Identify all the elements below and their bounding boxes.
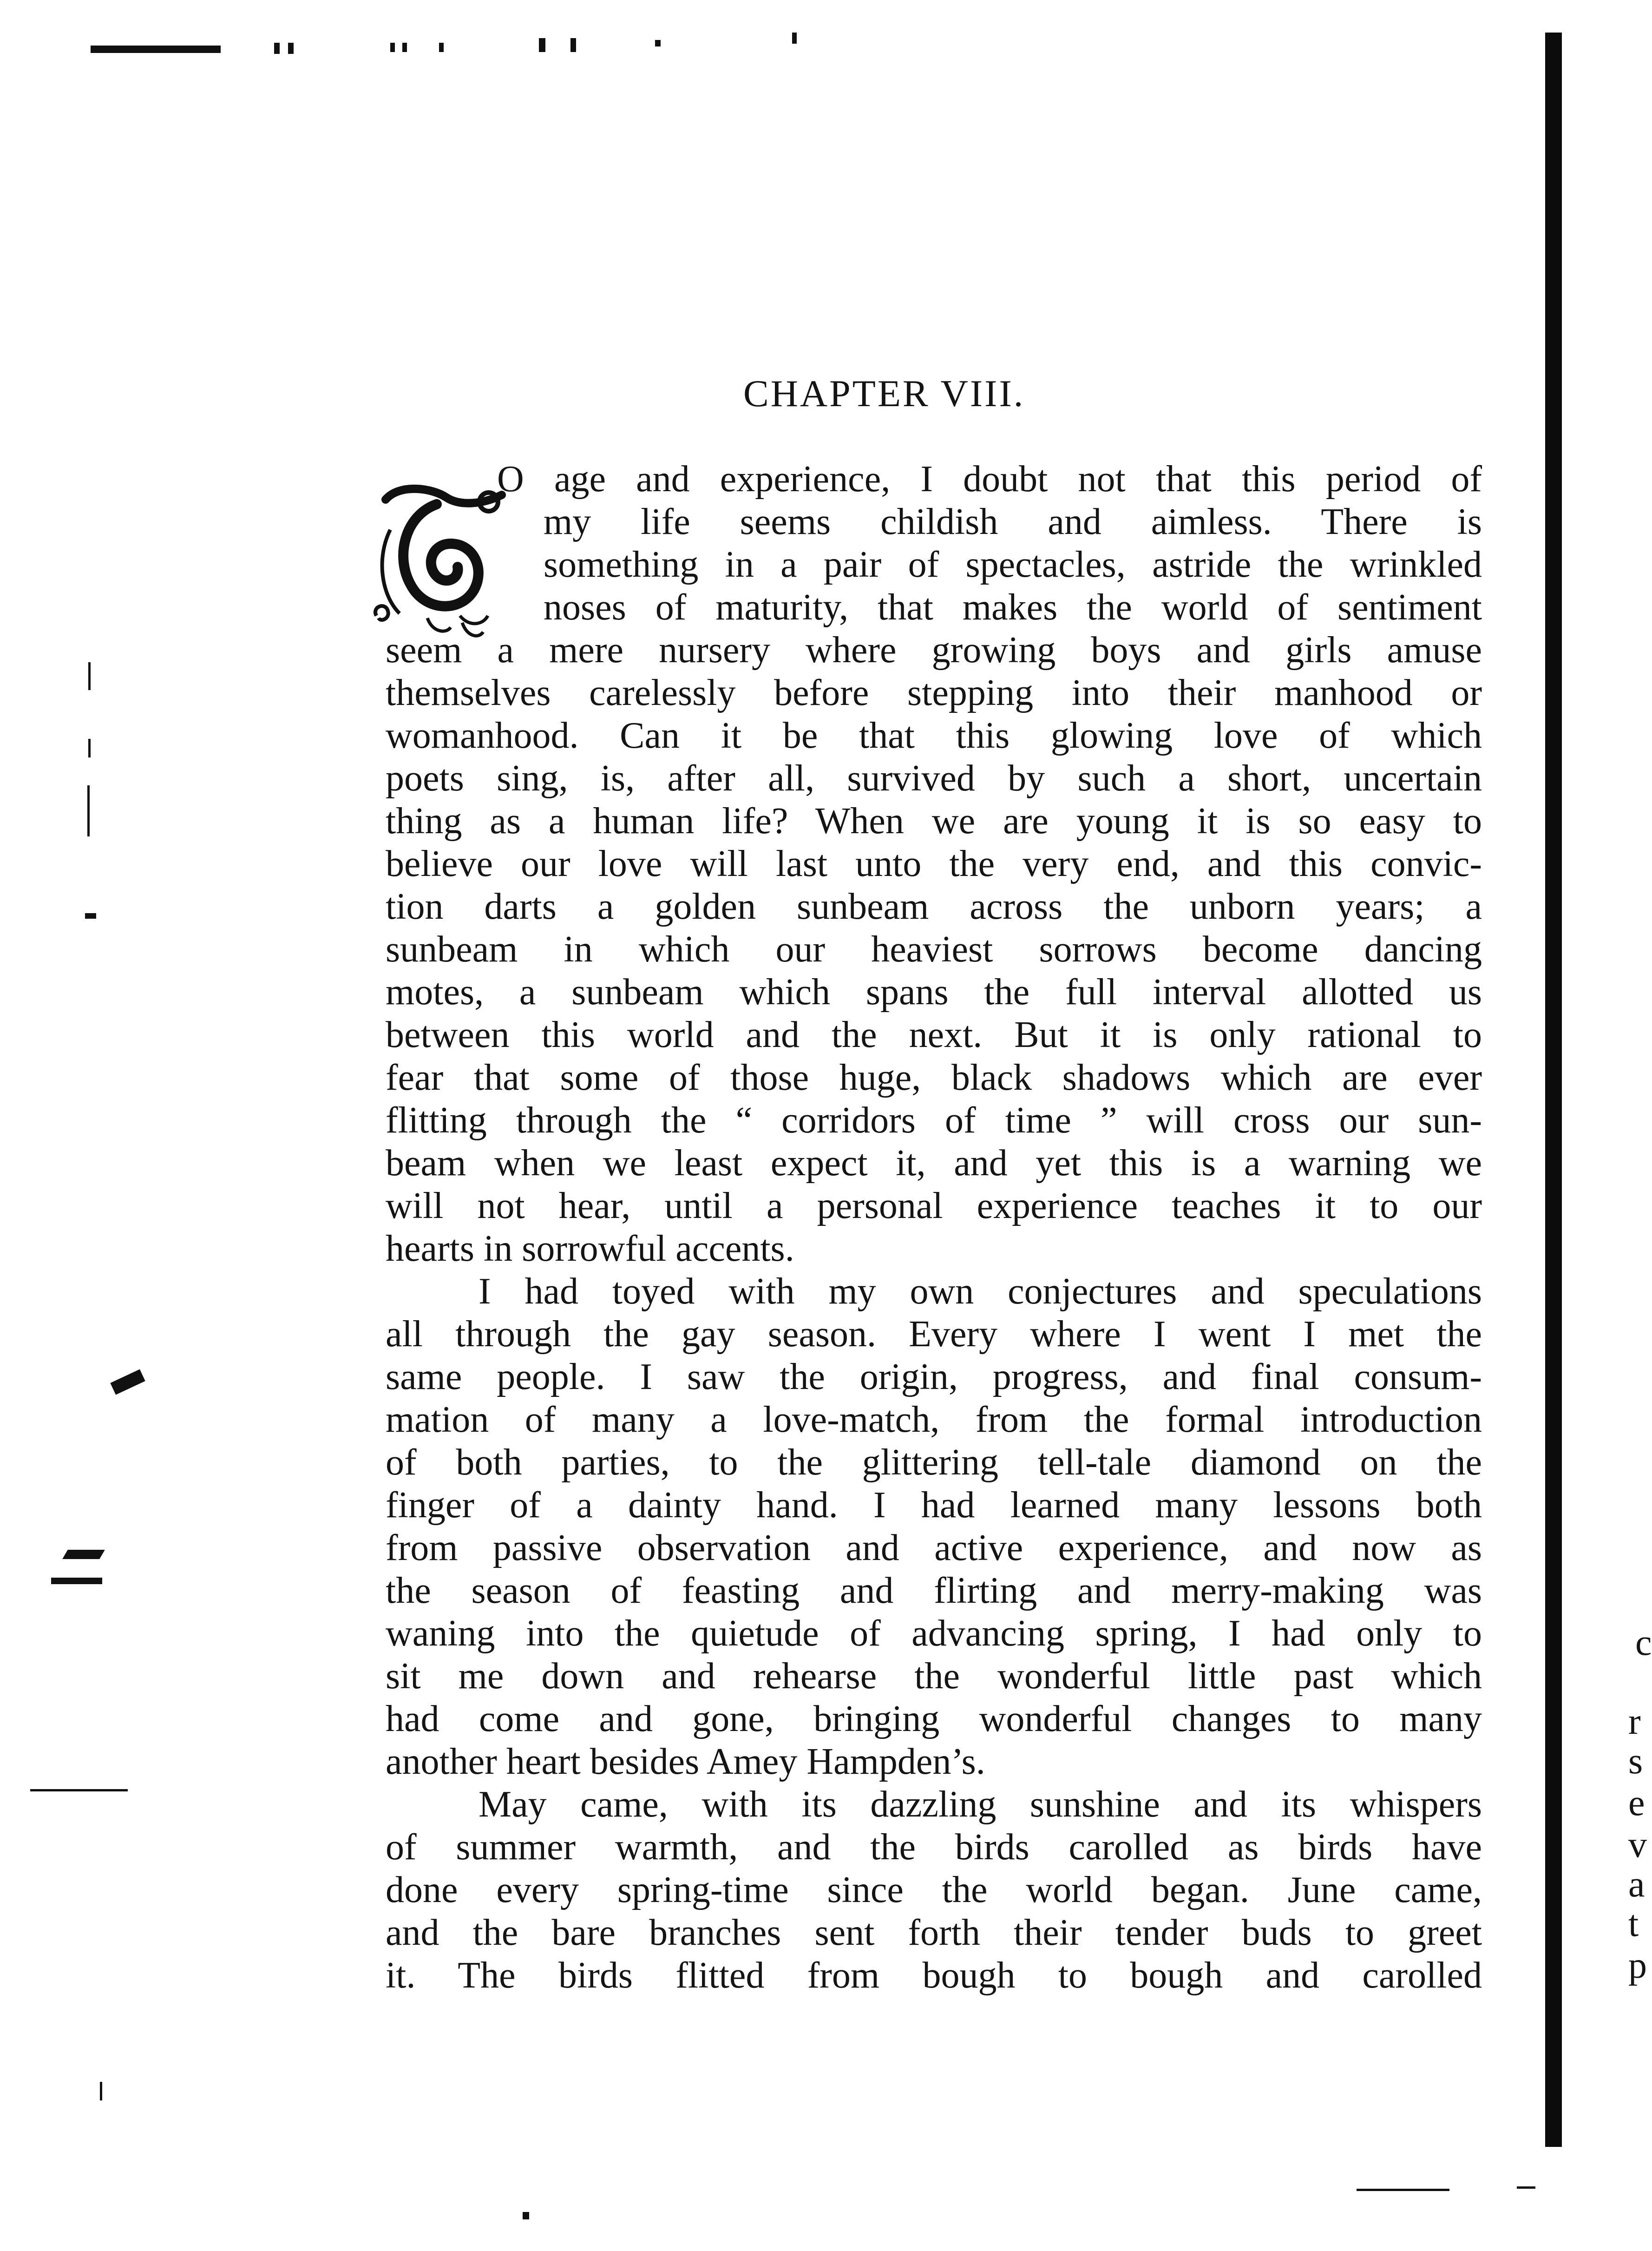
text-line: finger of a dainty hand. I had learned many lessons both bbox=[386, 1485, 1482, 1526]
scan-artifact bbox=[51, 1578, 102, 1584]
text-line: done every spring-time since the world began. June came, bbox=[386, 1869, 1482, 1910]
scan-artifact bbox=[402, 43, 407, 52]
scan-artifact bbox=[390, 43, 395, 52]
text-line: will not hear, until a personal experience teaches it to our bbox=[386, 1185, 1482, 1226]
text-line: my life seems childish and aimless. There is bbox=[544, 501, 1482, 542]
text-line: fear that some of those huge, black shadows which are ever bbox=[386, 1057, 1482, 1098]
scan-artifact bbox=[439, 43, 444, 52]
scan-artifact bbox=[288, 43, 294, 54]
scan-artifact bbox=[100, 2082, 102, 2100]
text-line: hearts in sorrowful accents. bbox=[386, 1228, 794, 1269]
text-line: all through the gay season. Every where I went I met the bbox=[386, 1314, 1482, 1355]
text-line: sunbeam in which our heaviest sorrows become dancing bbox=[386, 929, 1482, 970]
scan-artifact bbox=[62, 1550, 105, 1559]
scan-artifact bbox=[539, 38, 545, 52]
scan-artifact bbox=[1517, 2186, 1535, 2189]
scan-artifact bbox=[88, 739, 91, 757]
text-line: something in a pair of spectacles, astride the wrinkled bbox=[544, 544, 1482, 585]
text-line: it. The birds flitted from bough to bough and carolled bbox=[386, 1955, 1482, 1996]
text-line: flitting through the “ corridors of time ” will cross our sun- bbox=[386, 1100, 1482, 1141]
scan-artifact bbox=[274, 43, 280, 54]
text-line: between this world and the next. But it is only rational to bbox=[386, 1014, 1482, 1055]
text-line: O age and experience, I doubt not that this period of bbox=[497, 459, 1482, 500]
facing-page-letter: t bbox=[1628, 1903, 1639, 1944]
text-line: of summer warmth, and the birds carolled as birds have bbox=[386, 1827, 1482, 1868]
text-line: motes, a sunbeam which spans the full interval allotted us bbox=[386, 972, 1482, 1013]
facing-page-letter: a bbox=[1628, 1864, 1645, 1905]
text-line: noses of maturity, that makes the world of sentiment bbox=[544, 587, 1482, 628]
scan-artifact bbox=[523, 2212, 529, 2219]
scan-artifact bbox=[91, 46, 221, 53]
scan-artifact bbox=[110, 1369, 145, 1395]
facing-page-letter: p bbox=[1628, 1945, 1647, 1986]
scan-artifact bbox=[1357, 2189, 1449, 2191]
paragraph bbox=[386, 458, 1482, 1270]
paragraph bbox=[386, 1270, 1482, 1783]
text-line: waning into the quietude of advancing spring, I had only to bbox=[386, 1613, 1482, 1654]
text-line: womanhood. Can it be that this glowing love of which bbox=[386, 715, 1482, 756]
scan-artifact bbox=[570, 38, 576, 52]
facing-page-letter: r bbox=[1628, 1701, 1641, 1742]
facing-page-letter: c bbox=[1635, 1622, 1652, 1663]
facing-page-letter: e bbox=[1628, 1783, 1645, 1823]
facing-page-letter: v bbox=[1628, 1824, 1647, 1865]
text-line: another heart besides Amey Hampden’s. bbox=[386, 1741, 985, 1782]
scan-artifact bbox=[30, 1789, 128, 1791]
text-line: seem a mere nursery where growing boys and girls amuse bbox=[386, 630, 1482, 671]
scan-artifact bbox=[792, 33, 797, 44]
text-line: May came, with its dazzling sunshine and its whispers bbox=[479, 1784, 1482, 1825]
chapter-heading: CHAPTER VIII. bbox=[743, 372, 1025, 415]
text-line: and the bare branches sent forth their tender buds to greet bbox=[386, 1912, 1482, 1953]
text-line: of both parties, to the glittering tell-tale diamond on the bbox=[386, 1442, 1482, 1483]
paragraph bbox=[386, 1783, 1482, 1997]
scan-artifact bbox=[88, 662, 91, 690]
text-line: same people. I saw the origin, progress, and final consum- bbox=[386, 1356, 1482, 1397]
page-body bbox=[386, 458, 1482, 1997]
text-line: thing as a human life? When we are young it is so easy to bbox=[386, 801, 1482, 842]
scan-artifact bbox=[655, 40, 661, 46]
text-line: beam when we least expect it, and yet this is a warning we bbox=[386, 1143, 1482, 1184]
text-line: from passive observation and active experience, and now as bbox=[386, 1527, 1482, 1568]
facing-page-letter: s bbox=[1628, 1741, 1643, 1782]
text-line: the season of feasting and flirting and merry-making was bbox=[386, 1570, 1482, 1611]
scan-artifact bbox=[85, 913, 96, 919]
text-line: poets sing, is, after all, survived by such a short, uncertain bbox=[386, 758, 1482, 799]
text-line: believe our love will last unto the very end, and this convic- bbox=[386, 843, 1482, 884]
text-line: I had toyed with my own conjectures and speculations bbox=[479, 1271, 1482, 1312]
scan-artifact bbox=[87, 785, 90, 836]
text-line: themselves carelessly before stepping into their manhood or bbox=[386, 672, 1482, 713]
text-line: sit me down and rehearse the wonderful little past which bbox=[386, 1656, 1482, 1697]
text-line: had come and gone, bringing wonderful changes to many bbox=[386, 1698, 1482, 1739]
text-line: mation of many a love-match, from the formal introduction bbox=[386, 1399, 1482, 1440]
text-line: tion darts a golden sunbeam across the unborn years; a bbox=[386, 886, 1482, 927]
book-spine-shadow bbox=[1545, 33, 1562, 2147]
